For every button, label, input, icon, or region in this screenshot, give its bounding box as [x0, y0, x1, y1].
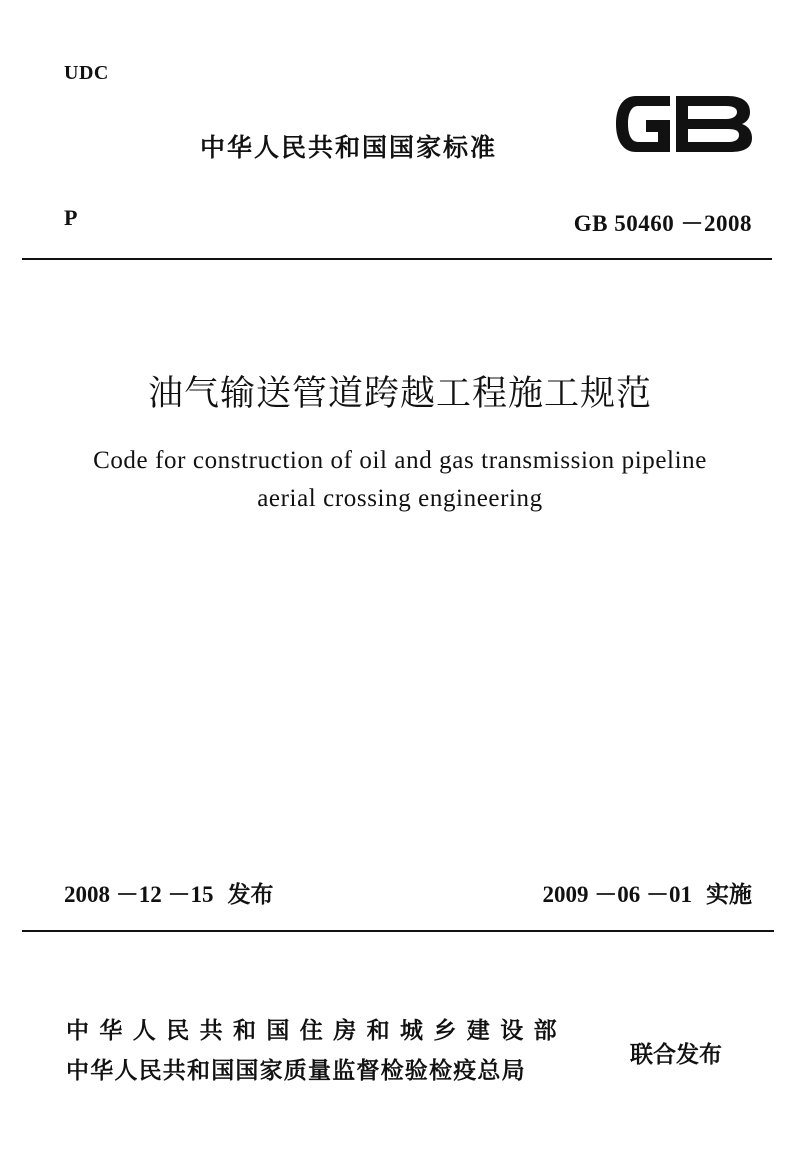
document-title-chinese: 油气输送管道跨越工程施工规范 — [147, 374, 652, 414]
title-english-line-2: aerial crossing engineering — [257, 485, 543, 512]
bottom-divider — [22, 930, 774, 932]
udc-label: UDC — [64, 62, 109, 84]
title-english-line-1: Code for construction of oil and gas transmission pipeline — [93, 447, 707, 474]
implementation-label: 实施 — [706, 882, 752, 908]
document-title-english — [0, 442, 800, 518]
standard-number: GB 50460 －2008 — [573, 211, 752, 236]
issuer-ministry-housing: 中华人民共和国住房和城乡建设部 — [66, 1018, 567, 1044]
implementation-date: 2009 －06 －01 — [542, 882, 692, 907]
issue-label: 发布 — [227, 882, 274, 908]
classification-code: P — [64, 205, 78, 230]
implementation-date-block — [543, 876, 753, 909]
joint-issue-label: 联合发布 — [630, 1042, 722, 1068]
issue-date-block — [64, 876, 274, 909]
issuer-aqsiq: 中华人民共和国国家质量监督检验检疫总局 — [66, 1058, 526, 1084]
issue-date: 2008 －12 －15 — [64, 882, 214, 907]
gb-logo-icon — [612, 88, 756, 160]
national-standard-heading: 中华人民共和国国家标准 — [200, 133, 498, 162]
top-divider — [22, 258, 772, 260]
